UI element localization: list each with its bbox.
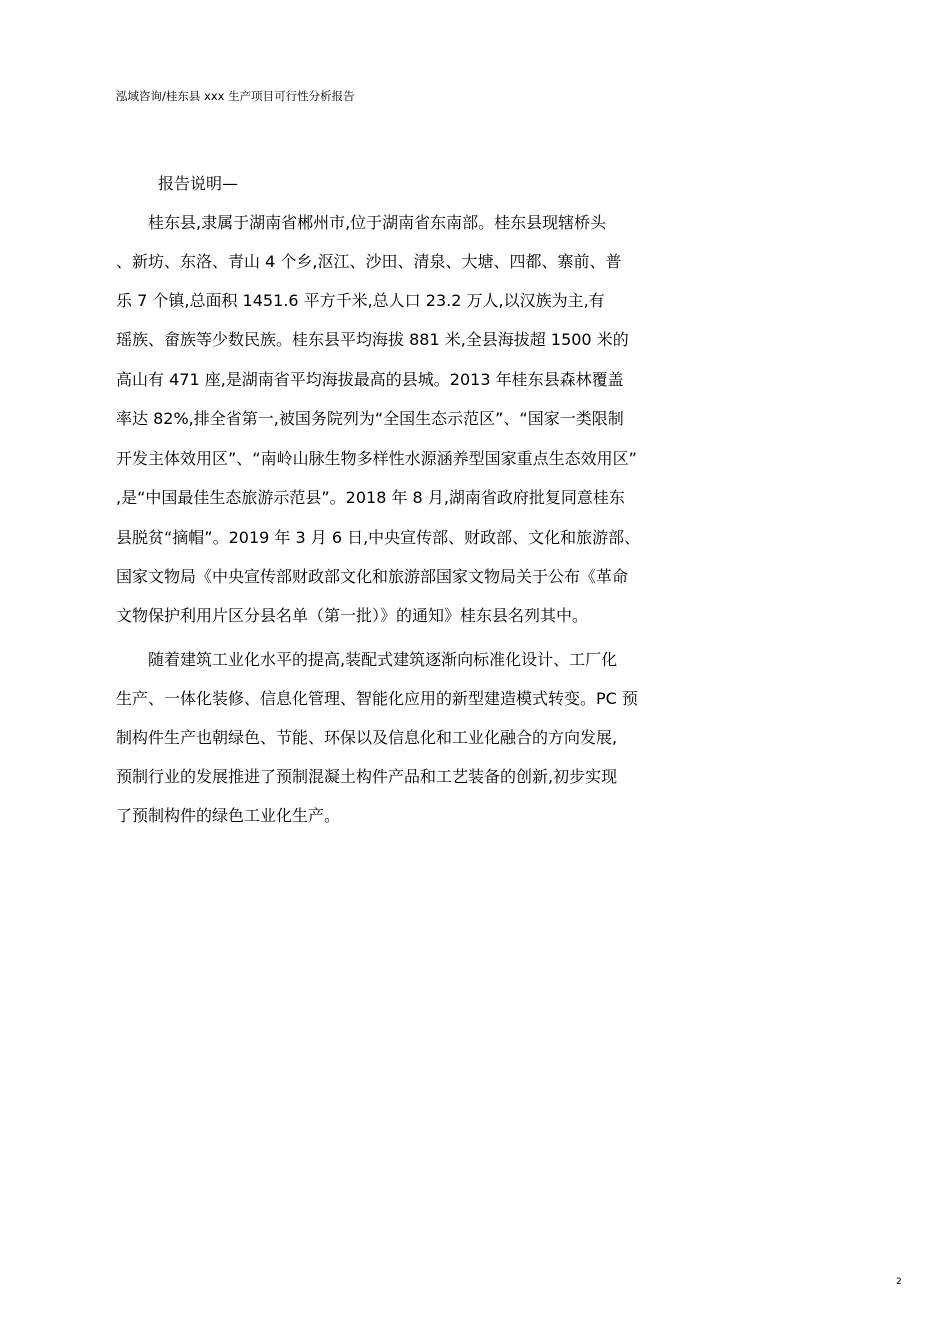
paragraph-line: 随着建筑工业化水平的提高,装配式建筑逐渐向标准化设计、工厂化 <box>148 650 618 669</box>
paragraph-line: 、新坊、东洛、青山 4 个乡,沤江、沙田、清泉、大塘、四都、寨前、普 <box>116 252 622 271</box>
paragraph-line: 国家文物局《中央宣传部财政部文化和旅游部国家文物局关于公布《革命 <box>116 567 629 586</box>
paragraph-line: 预制行业的发展推进了预制混凝土构件产品和工艺装备的创新,初步实现 <box>116 767 618 786</box>
paragraph-line: 县脱贫“摘帽”。2019 年 3 月 6 日,中央宣传部、财政部、文化和旅游部、 <box>116 528 641 547</box>
paragraph-line: 率达 82%,排全省第一,被国务院列为“全国生态示范区”、“国家一类限制 <box>116 409 624 428</box>
paragraph-line: 桂东县,隶属于湖南省郴州市,位于湖南省东南部。桂东县现辖桥头 <box>148 213 607 232</box>
paragraph-line: 乐 7 个镇,总面积 1451.6 平方千米,总人口 23.2 万人,以汉族为主,有 <box>116 291 605 310</box>
paragraph-line: 生产、一体化装修、信息化管理、智能化应用的新型建造模式转变。PC 预 <box>116 689 638 708</box>
running-header: 泓域咨询/桂东县 xxx 生产项目可行性分析报告 <box>116 89 355 103</box>
paragraph-line: ,是“中国最佳生态旅游示范县”。2018 年 8 月,湖南省政府批复同意桂东 <box>116 488 625 507</box>
paragraph-line: 了预制构件的绿色工业化生产。 <box>116 806 341 825</box>
paragraph-line: 文物保护利用片区分县名单（第一批）》的通知》桂东县名列其中。 <box>116 606 589 625</box>
paragraph-line: 制构件生产也朝绿色、节能、环保以及信息化和工业化融合的方向发展, <box>116 728 618 747</box>
paragraph-line: 高山有 471 座,是湖南省平均海拔最高的县城。2013 年桂东县森林覆盖 <box>116 370 624 389</box>
section-title: 报告说明— <box>158 174 239 193</box>
paragraph-line: 瑶族、畲族等少数民族。桂东县平均海拔 881 米,全县海拔超 1500 米的 <box>116 330 629 349</box>
page-number: 2 <box>896 1277 902 1287</box>
paragraph-line: 开发主体效用区”、“南岭山脉生物多样性水源涵养型国家重点生态效用区” <box>116 449 637 468</box>
